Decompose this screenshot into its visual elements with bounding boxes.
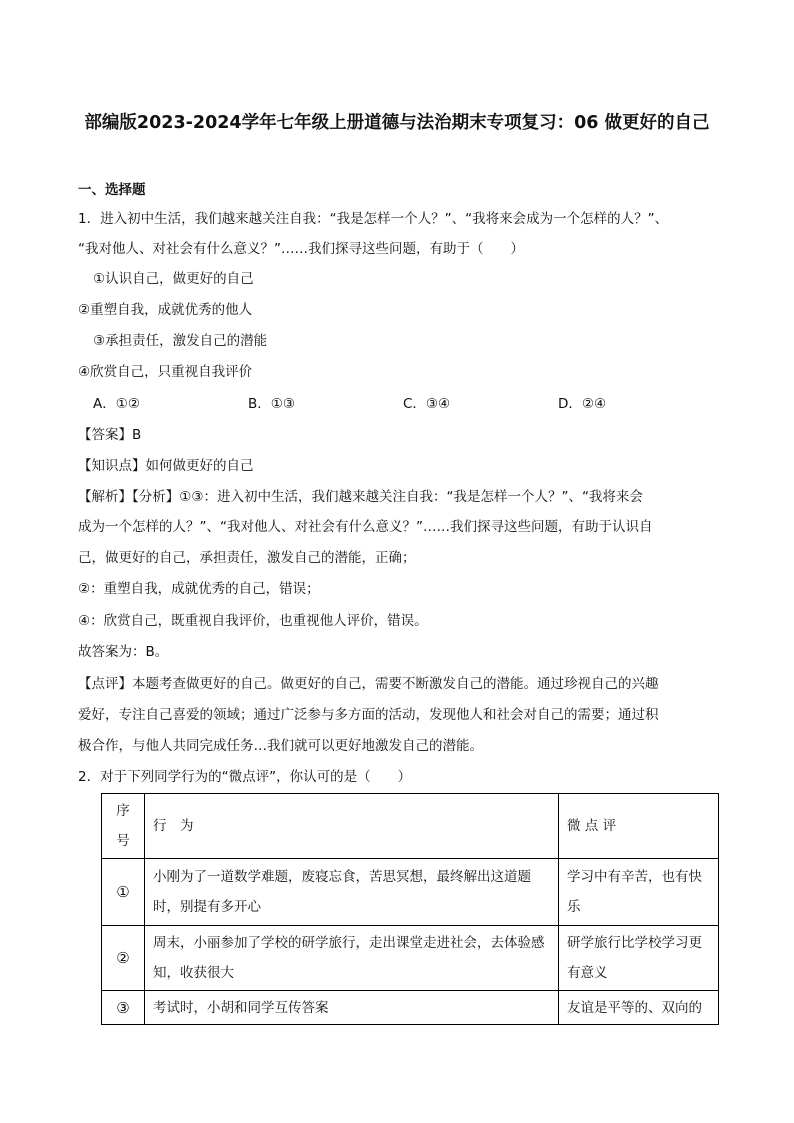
row-index: ③ [102, 991, 145, 1025]
q2-stem: 2．对于下列同学行为的“微点评”，你认可的是（ ） [78, 769, 412, 785]
q1-comment-line-2: 爱好，专注自己喜爱的领域；通过广泛参与多方面的活动，发现他人和社会对自己的需要；通过积 [78, 707, 659, 723]
header-index: 序号 [102, 794, 145, 859]
q1-option-a: A．①② [93, 396, 140, 412]
q1-comment-line-3: 极合作，与他人共同完成任务…我们就可以更好地激发自己的潜能。 [78, 738, 483, 754]
q1-option-b: B．①③ [248, 396, 295, 412]
row-index: ② [102, 926, 145, 991]
row-action: 考试时，小胡和同学互传答案 [145, 991, 559, 1025]
table-header-row [102, 794, 719, 859]
row-comment: 学习中有辛苦，也有快乐 [559, 859, 719, 926]
q1-item-4: ④欣赏自己，只重视自我评价 [78, 364, 253, 380]
q1-option-d: D．②④ [558, 396, 607, 412]
q1-stem-line-1: 1．进入初中生活，我们越来越关注自我：“我是怎样一个人？”、“我将来会成为一个怎样的人？”、 [78, 211, 669, 227]
table-row [102, 859, 719, 926]
q1-analysis-line-6: 故答案为：B。 [78, 644, 169, 660]
table-row [102, 926, 719, 991]
q1-answer: 【答案】B [78, 427, 142, 443]
q1-analysis-line-1: 【解析】【分析】①③：进入初中生活，我们越来越关注自我：“我是怎样一个人？”、“我将来会 [78, 489, 643, 505]
section-heading: 一、选择题 [78, 182, 146, 198]
q2-table [101, 793, 719, 1025]
q1-options [93, 395, 713, 413]
q1-option-c: C．③④ [403, 396, 451, 412]
q1-item-2: ②重塑自我，成就优秀的他人 [78, 302, 253, 318]
q1-knowledge-point: 【知识点】如何做更好的自己 [78, 458, 254, 474]
q1-comment-line-1: 【点评】本题考查做更好的自己。做更好的自己，需要不断激发自己的潜能。通过珍视自己的兴趣 [78, 676, 659, 692]
table-row [102, 991, 719, 1025]
header-action: 行 为 [145, 794, 559, 859]
page-title: 部编版2023-2024学年七年级上册道德与法治期末专项复习：06 做更好的自己 [84, 113, 710, 133]
q1-stem-line-2: “我对他人、对社会有什么意义？”……我们探寻这些问题，有助于（ ） [78, 241, 524, 257]
row-comment: 友谊是平等的、双向的 [559, 991, 719, 1025]
q1-analysis-line-5: ④：欣赏自己，既重视自我评价，也重视他人评价，错误。 [78, 613, 428, 629]
header-comment: 微 点 评 [559, 794, 719, 859]
q1-analysis-line-3: 己，做更好的自己，承担责任，激发自己的潜能，正确； [78, 550, 416, 566]
row-action: 小刚为了一道数学难题，废寝忘食，苦思冥想，最终解出这道题时，别提有多开心 [145, 859, 559, 926]
q1-analysis-line-4: ②：重塑自我，成就优秀的自己，错误； [78, 581, 320, 597]
row-index: ① [102, 859, 145, 926]
row-comment: 研学旅行比学校学习更有意义 [559, 926, 719, 991]
q1-item-1: ①认识自己，做更好的自己 [93, 271, 254, 287]
row-action: 周末，小丽参加了学校的研学旅行，走出课堂走进社会，去体验感知，收获很大 [145, 926, 559, 991]
q1-item-3: ③承担责任，激发自己的潜能 [93, 333, 268, 349]
q1-analysis-line-2: 成为一个怎样的人？”、“我对他人、对社会有什么意义？”……我们探寻这些问题，有助于认识自 [78, 519, 653, 535]
